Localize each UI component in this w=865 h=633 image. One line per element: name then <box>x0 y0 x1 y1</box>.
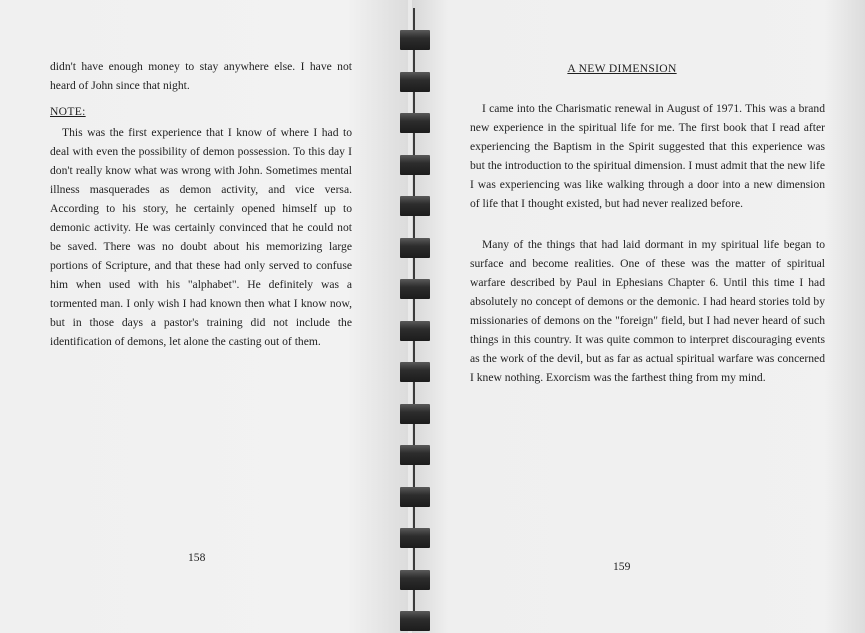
left-opening-paragraph: didn't have enough money to stay anywhere else. I have not heard of John since that night. <box>50 60 352 92</box>
binding-coil <box>400 611 430 631</box>
binding-coil <box>400 404 430 424</box>
binding-coil <box>400 72 430 92</box>
note-paragraph: This was the first experience that I know of where I had to deal with even the possibility of demon possession. To this day I don't really know what was wrong with John. Sometimes mental illness masquerades as demon activity, and vice versa. According to his story, he certainly opened himself up to demonic activity. He was certainly convinced that he could not be saved. There was no doubt about his memorizing large portions of Scripture, and that these had only served to confuse him when used with his "alphabet". He definitely was a tormented man. I only wish I had known then what I know now, but in those days a pastor's training did not include the identification of demons, let alone the casting out of them. <box>50 126 352 348</box>
binding-coil <box>400 238 430 258</box>
binding-coil <box>400 362 430 382</box>
binding-coil <box>400 30 430 50</box>
binding-coil <box>400 445 430 465</box>
chapter-title: A NEW DIMENSION <box>567 62 677 75</box>
note-heading: NOTE: <box>50 105 86 118</box>
binding-coil <box>400 528 430 548</box>
right-page <box>412 0 865 633</box>
binding-coil <box>400 279 430 299</box>
left-page-number: 158 <box>188 551 206 564</box>
binding-coil <box>400 487 430 507</box>
right-page-number: 159 <box>613 560 631 573</box>
right-paragraph-2: Many of the things that had laid dormant in my spiritual life began to surface and become realities. One of these was the matter of spiritual warfare described by Paul in Ephesians Chapter 6. Until this time I had absolutely no concept of demons or the demonic. I had heard stories told by missionaries of demons on the "foreign" field, but I had never heard of such things in this country. It was quite common to interpret discouraging events as the work of the devil, but as far as actual spiritual warfare was concerned I knew nothing. Exorcism was the farthest thing from my mind. <box>470 238 825 384</box>
binding-coil <box>400 155 430 175</box>
binding-coil <box>400 321 430 341</box>
binding-coil <box>400 196 430 216</box>
right-paragraph-1: I came into the Charismatic renewal in August of 1971. This was a brand new experience in the spiritual life for me. The first book that I read after experiencing the Baptism in the Spirit suggested that this experience was but the introduction to the spiritual dimension. I must admit that the new life I was experiencing was like walking through a door into a new dimension of life that I thought existed, but had never realized before. <box>470 102 825 210</box>
binding-coil <box>400 113 430 133</box>
left-page <box>0 0 408 633</box>
spiral-binding <box>395 0 435 633</box>
binding-coil <box>400 570 430 590</box>
